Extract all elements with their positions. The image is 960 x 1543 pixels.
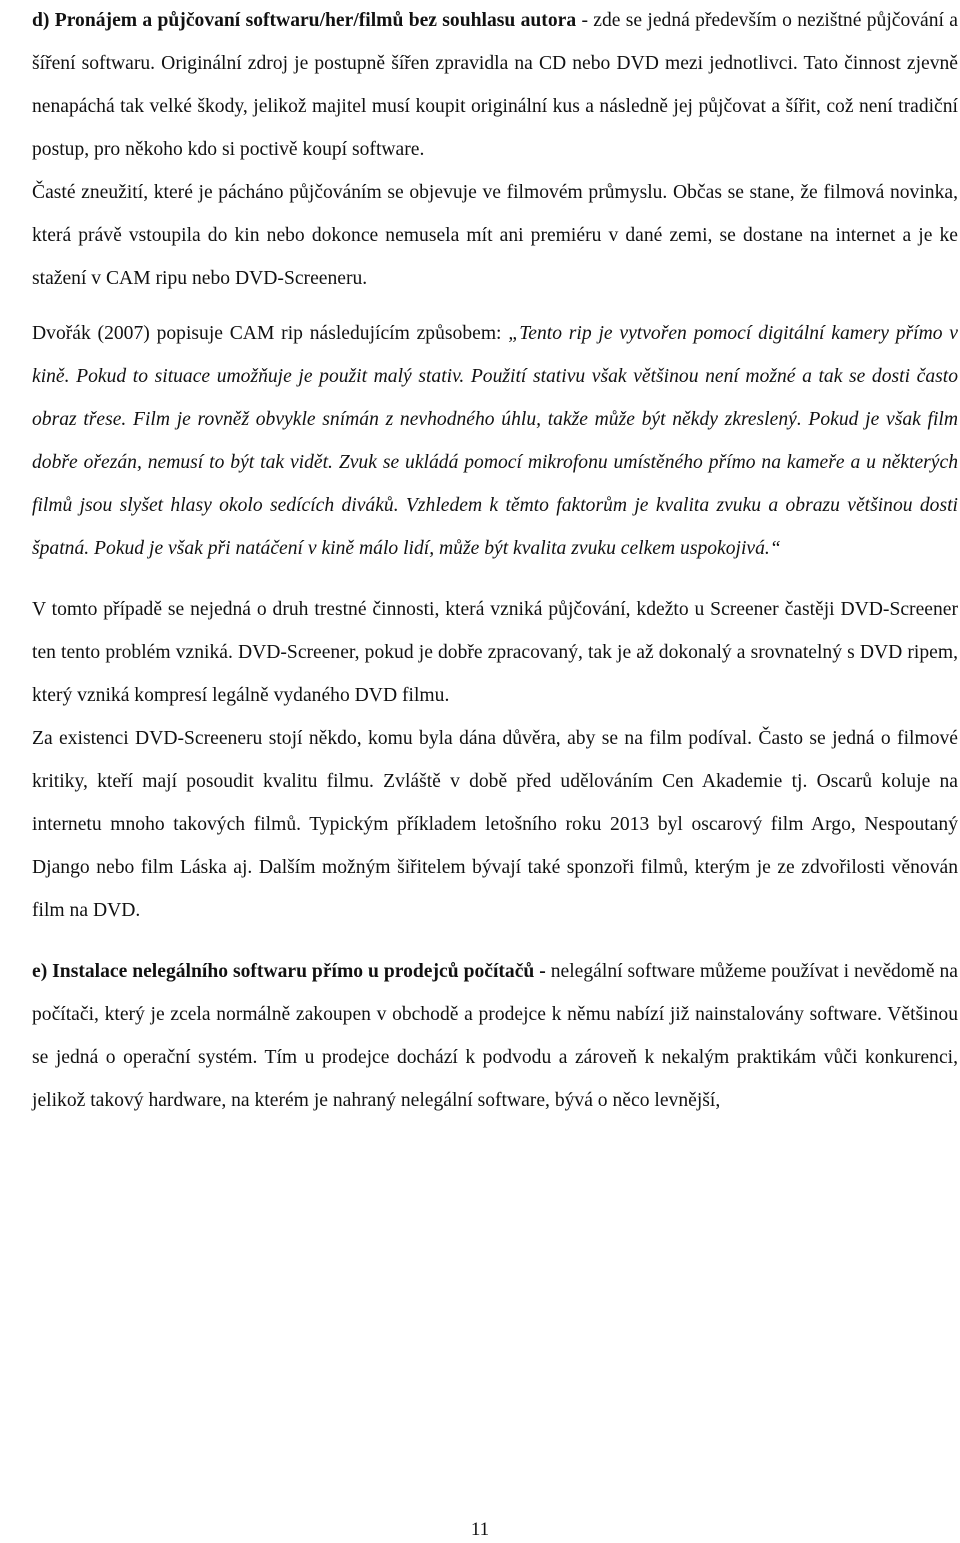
- paragraph-screener-1: V tomto případě se nejedná o druh trestné činnosti, která vzniká půjčování, kdežto u Screener častěji DVD-Screener ten tento problém vzniká. DVD-Screener, pokud je dobře zpracovaný, tak je až dokonalý a srovnatelný s DVD ripem, který vzniká kompresí legálně vydaného DVD filmu.: [32, 599, 958, 706]
- paragraph-section-d: [32, 0, 958, 171]
- document-body: [32, 0, 958, 1122]
- cam-rip-quote: „Tento rip je vytvořen pomocí digitální kamery přímo v kině. Pokud to situace umožňuje je použit malý stativ. Použití stativu však většinou není možné a tak se dosti často obraz třese. Film je rovněž obvykle snímán z nevhodného úhlu, takže může být někdy zkreslený. Pokud je však film dobře ořezán, nemusí to být tak vidět. Zvuk se ukládá pomocí mikrofonu umístěného přímo na kameře a u některých filmů jsou slyšet hlasy okolo sedících diváků. Vzhledem k těmto faktorům je kvalita zvuku a obrazu většinou dosti špatná. Pokud je však při natáčení v kině málo lidí, může být kvalita zvuku celkem uspokojivá.“: [32, 323, 958, 559]
- section-e-heading: e) Instalace nelegálního softwaru přímo u prodejců počítačů -: [32, 961, 546, 982]
- dvorak-intro: Dvořák (2007) popisuje CAM rip následujícím způsobem:: [32, 323, 509, 344]
- paragraph-abuse: Časté zneužití, které je pácháno půjčováním se objevuje ve filmovém průmyslu. Občas se stane, že filmová novinka, která právě vstoupila do kin nebo dokonce nemusela mít ani premiéru v dané zemi, se dostane na internet a je ke stažení v CAM ripu nebo DVD-Screeneru.: [32, 182, 958, 289]
- paragraph-screener-2: Za existenci DVD-Screeneru stojí někdo, komu byla dána důvěra, aby se na film podíval. Často se jedná o filmové kritiky, kteří mají posoudit kvalitu filmu. Zvláště v době před udělováním Cen Akademie tj. Oscarů koluje na internetu mnoho takových filmů. Typickým příkladem letošního roku 2013 byl oscarový film Argo, Nespoutaný Django nebo film Láska aj. Dalším možným šiřitelem bývají také sponzoři filmů, kterým je ze zdvořilosti věnován film na DVD.: [32, 728, 958, 921]
- section-d-text: - zde se jedná především o nezištné půjčování a šíření softwaru. Originální zdroj je postupně šířen zpravidla na CD nebo DVD mezi jednotlivci. Tato činnost zjevně nenapáchá tak velké škody, jelikož majitel musí koupit originální kus a následně jej půjčovat a šířit, což není tradiční postup, pro někoho kdo si poctivě koupí software.: [32, 10, 958, 160]
- section-d-heading: d) Pronájem a půjčovaní softwaru/her/filmů bez souhlasu autora: [32, 10, 577, 31]
- page-number: 11: [470, 1519, 490, 1540]
- paragraph-section-e: [32, 950, 958, 1122]
- paragraph-dvorak-quote: [32, 312, 958, 570]
- section-e-text: nelegální software můžeme používat i nevědomě na počítači, který je zcela normálně zakoupen v obchodě a prodejce k němu nabízí již nainstalovány software. Většinou se jedná o operační systém. Tím u prodejce dochází k podvodu a zároveň k nekalým praktikám vůči konkurenci, jelikož takový hardware, na kterém je nahraný nelegální software, bývá o něco levnější,: [32, 961, 958, 1111]
